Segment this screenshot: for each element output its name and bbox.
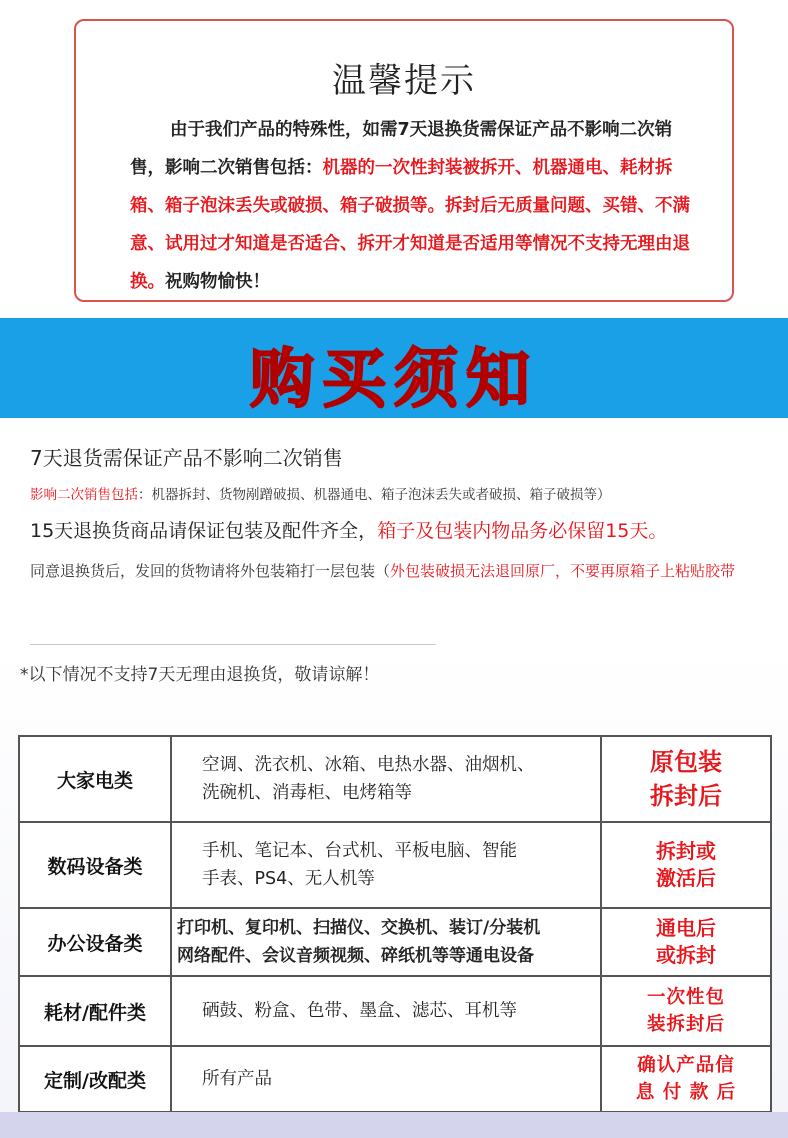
notice-box <box>74 19 734 302</box>
items-line: 空调、洗衣机、冰箱、电热水器、油烟机、 <box>202 755 535 775</box>
items-line: 硒鼓、粉盒、色带、墨盒、滤芯、耳机等 <box>202 1001 517 1021</box>
category-cell: 定制/改配类 <box>19 1046 171 1112</box>
table-row <box>19 822 771 908</box>
items-cell <box>171 822 601 908</box>
packaging-text: 同意退换货后，发回的货物请将外包装箱打一层包装（ <box>30 562 391 580</box>
condition-line: 拆封或 <box>656 839 716 863</box>
condition-cell <box>601 736 771 822</box>
table-row <box>19 976 771 1046</box>
items-cell <box>171 736 601 822</box>
table-row <box>19 736 771 822</box>
notice-text: 由于我们产品的特殊性，如需7天退换货需保证产品不影响二次销售，影响二次销售包括： <box>130 120 673 178</box>
condition-line: 通电后 <box>656 916 716 940</box>
banner-title: 购买须知 <box>250 343 538 417</box>
condition-line: 一次性包 <box>646 987 725 1008</box>
rules-table <box>18 735 772 1113</box>
items-line: 打印机、复印机、扫描仪、交换机、装订/分装机 <box>177 918 541 938</box>
items-cell <box>171 1046 601 1112</box>
items-line: 网络配件、会议音频视频、碎纸机等等通电设备 <box>177 946 534 966</box>
condition-line: 确认产品信 <box>637 1055 735 1076</box>
notice-body <box>130 111 690 301</box>
exchange-policy-text: 15天退换货商品请保证包装及配件齐全， <box>30 520 378 542</box>
condition-line: 息 付 款 后 <box>635 1082 737 1103</box>
condition-cell <box>601 1046 771 1112</box>
category-cell: 耗材/配件类 <box>19 976 171 1046</box>
notice-title: 温馨提示 <box>332 61 476 101</box>
purchase-banner <box>0 318 788 418</box>
table-row <box>19 908 771 976</box>
notice-warning: 机器的一次性封装被拆开、机器通电、耗材拆箱、箱子泡沫丢失或破损、箱子破损等。拆封后无质量问题、买错、不满意、试用过才知道是否适合、拆开才知道是否适用等情况不支持无理由退换。 <box>130 158 690 292</box>
not-supported-title: *以下情况不支持7天无理由退换货，敬请谅解！ <box>20 665 380 685</box>
packaging-warning: 外包装破损无法退回原厂，不要再原箱子上粘贴胶带 <box>390 562 736 580</box>
condition-line: 装拆封后 <box>646 1014 725 1035</box>
items-line: 手机、笔记本、台式机、平板电脑、智能 <box>202 841 517 861</box>
items-line: 所有产品 <box>202 1069 272 1089</box>
resale-impact-text: ：机器拆封、货物剐蹭破损、机器通电、箱子泡沫丢失或者破损、箱子破损等） <box>138 487 611 503</box>
exchange-policy-warning: 箱子及包装内物品务必保留15天。 <box>377 520 668 542</box>
category-cell: 办公设备类 <box>19 908 171 976</box>
condition-cell <box>601 822 771 908</box>
notice-closing: 祝购物愉快！ <box>165 272 270 292</box>
return-policy-line: 7天退货需保证产品不影响二次销售 <box>30 446 343 470</box>
exchange-policy-line <box>30 516 667 543</box>
condition-cell <box>601 908 771 976</box>
condition-line: 或拆封 <box>656 943 716 967</box>
condition-line: 拆封后 <box>650 782 722 810</box>
items-line: 洗碗机、消毒柜、电烤箱等 <box>202 783 412 803</box>
divider <box>30 644 436 645</box>
category-cell: 大家电类 <box>19 736 171 822</box>
items-line: 手表、PS4、无人机等 <box>202 869 375 889</box>
category-cell: 数码设备类 <box>19 822 171 908</box>
condition-line: 原包装 <box>650 748 722 776</box>
items-cell <box>171 976 601 1046</box>
table-row <box>19 1046 771 1112</box>
packaging-line <box>30 557 760 586</box>
condition-line: 激活后 <box>656 866 716 890</box>
resale-impact-line <box>30 483 611 503</box>
bottom-strip <box>0 1112 788 1138</box>
items-cell <box>171 908 601 976</box>
resale-impact-label: 影响二次销售包括 <box>30 487 138 503</box>
condition-cell <box>601 976 771 1046</box>
